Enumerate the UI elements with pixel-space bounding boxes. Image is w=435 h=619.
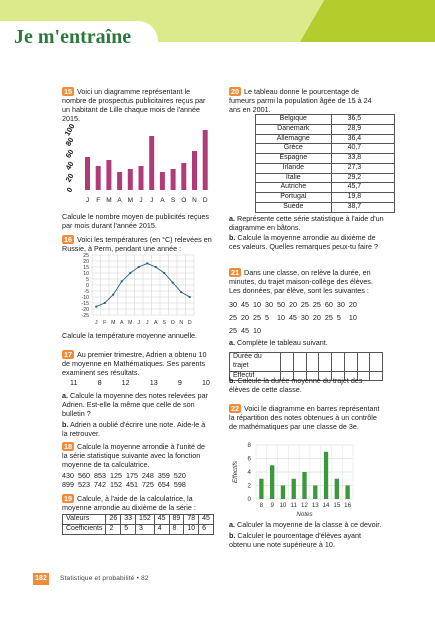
table-row [256,124,395,134]
table-cell: 45 [199,515,214,525]
question-text: Calculer la moyenne de la classe à ce devoir. [237,520,382,529]
x-tick-label: M [127,197,134,204]
country-cell: Portugal [256,193,332,203]
x-tick-label: F [103,320,107,326]
x-tick-label: A [160,197,165,204]
percentage-cell: 27,3 [331,163,394,173]
y-tick-label: 20 [83,259,89,265]
exercise-22 [229,404,384,431]
exercise-16 [62,235,212,253]
exercise-17 [62,350,212,377]
bar [139,166,144,190]
table-cell: 152 [136,515,155,525]
y-tick-label: 6 [247,455,251,463]
table-cell: 3 [136,524,155,534]
exercise-number: 20 [231,87,239,96]
x-tick-label: 11 [290,502,297,509]
data-point [155,266,157,268]
x-tick-label: J [150,197,154,204]
exercise-number: 19 [64,494,72,503]
table-cell: 8 [169,524,184,534]
bar [106,160,111,190]
exercise-16-question [62,331,212,340]
x-tick-label: F [96,197,101,204]
y-tick-label: 0 [64,185,75,194]
x-tick-label: 13 [311,502,319,509]
table-row [256,202,395,212]
bar [160,172,165,190]
table-cell [344,353,357,372]
row-header: Valeurs [63,515,106,525]
country-cell: Danemark [256,124,332,134]
exercise-number: 17 [64,350,72,359]
question-text: Calcule la durée moyenne du trajet des élèves de cette classe. [229,376,363,394]
note-value: 12 [121,378,130,387]
exercise-20-questions [229,214,384,251]
question-text: Calculer le pourcentage d'élèves ayant obtenu une note supérieure à 10. [229,531,362,549]
exercise-number: 18 [64,442,72,451]
x-tick-label: J [137,320,141,326]
percentage-cell: 33,8 [331,154,394,164]
data-point [189,296,191,298]
table-cell: 78 [184,515,199,525]
chart-temperatures [60,253,200,328]
chart-notes [228,441,358,519]
percentage-cell: 36,5 [331,115,394,125]
table-cell: 2 [106,524,121,534]
data-point [112,294,114,296]
question-label: a. [229,338,235,347]
y-tick-label: -10 [81,295,89,301]
table-row [63,524,214,534]
y-tick-label: 5 [86,277,89,283]
exercise-text: Calcule la moyenne arrondie à l'unité de la série statistique suivante avec la fonction moyenne de ta calculatrice. [62,442,206,469]
y-axis-label: Effectifs [232,460,239,484]
exercise-22-questions [229,520,384,549]
table-row [230,353,383,372]
x-tick-label: J [85,197,90,204]
chart-prospectus [60,122,215,212]
data-point [95,306,97,308]
question-text: Calcule la température moyenne annuelle. [62,331,198,340]
y-tick-label: 0 [86,283,89,289]
table-cell: 26 [106,515,121,525]
table-cell [357,353,370,372]
table-smokers [255,114,395,213]
footer-chapter: Statistique et probabilité • 82 [60,575,149,582]
x-tick-label: N [179,320,184,326]
table-cell [370,353,383,372]
data-row: 899 523 742 152 451 725 654 598 [62,480,186,489]
table-row [256,173,395,183]
y-tick-label: 15 [83,265,89,271]
x-tick-label: N [192,197,197,204]
x-tick-label: O [181,197,187,204]
country-cell: Irlande [256,163,332,173]
exercise-text: Voici les températures (en °C) relevées en Russie, à Perm, pendant une année : [62,235,212,253]
note-value: 8 [97,378,102,387]
table-cell: 5 [121,524,136,534]
row-header: Effectif [230,371,281,381]
bar [171,169,176,190]
country-cell: Italie [256,173,332,183]
x-tick-label: 15 [333,502,341,509]
exercise-text: Voici un diagramme représentant le nombre de prospectus publicitaires reçus par un habitant de Lille chaque mois de l'année 2015. [62,87,206,123]
exercise-15-question [62,212,212,230]
data-point [121,280,123,282]
table-cell: 6 [199,524,214,534]
table-row [256,115,395,125]
x-tick-label: S [170,197,176,204]
x-tick-label: D [187,320,192,326]
x-tick-label: 14 [322,502,330,509]
row-header: Durée du trajet [230,353,281,372]
table-cell: 89 [169,515,184,525]
bar [345,486,349,500]
x-tick-label: D [202,197,208,204]
bar [302,472,306,499]
question-text: Complète le tableau suivant. [237,338,328,347]
question-label: b. [62,420,69,429]
x-tick-label: M [128,320,133,326]
table-row [256,183,395,193]
note-value: 9 [177,378,182,387]
data-point [129,272,131,274]
percentage-cell: 36,4 [331,134,394,144]
data-row: 25 45 10 [229,326,261,335]
bar [270,465,274,499]
x-tick-label: 10 [279,502,287,509]
table-row [256,144,395,154]
y-tick-label: 2 [247,482,251,490]
question-text: Adrien a oublié d'écrire une note. Aide-le à la retrouver. [62,420,206,438]
y-tick-label: 60 [63,147,76,160]
x-tick-label: J [145,320,149,326]
x-tick-label: M [111,320,116,326]
table-cell: 10 [184,524,199,534]
bar [85,157,90,190]
bar [259,479,263,499]
exercise-18 [62,442,212,489]
note-value: 10 [201,378,210,387]
y-tick-label: -20 [81,307,89,313]
x-tick-label: A [120,320,124,326]
exercise-number: 16 [64,235,72,244]
table-row [256,154,395,164]
table-row [256,163,395,173]
question-text: Calcule la moyenne des notes relevées par Adrien. Est-elle la même que celle de son bulletin ? [62,391,208,418]
table-cell [306,353,319,372]
question-label: b. [229,376,236,385]
y-tick-label: 40 [63,159,76,172]
table-row [256,193,395,203]
question-label: a. [229,214,235,223]
bar [281,486,285,500]
question-label: a. [229,520,235,529]
exercise-17-questions [62,391,212,438]
y-tick-label: 80 [63,135,76,148]
page-number: 182 [33,573,49,585]
country-cell: Suède [256,202,332,212]
table-cell [319,353,332,372]
exercise-number: 21 [231,268,239,277]
y-tick-label: 100 [62,122,77,138]
question-label: b. [229,233,236,242]
country-cell: Belgique [256,115,332,125]
exercise-21-question-b [229,376,384,394]
bar [203,130,208,190]
question-text: Calcule le nombre moyen de publicités reçues par mois durant l'année 2015. [62,212,210,230]
country-cell: Grèce [256,144,332,154]
x-tick-label: M [106,197,112,204]
note-value: 11 [70,378,78,387]
x-tick-label: J [94,320,98,326]
x-tick-label: 16 [344,502,352,509]
bar [313,486,317,500]
table-row [256,134,395,144]
data-row: 30 45 10 30 50 20 25 25 60 30 20 [229,300,357,309]
exercise-number: 15 [64,87,72,96]
exercise-19 [62,494,212,512]
row-header: Coefficients [63,524,106,534]
notes-list [70,378,210,387]
percentage-cell: 29,2 [331,173,394,183]
data-point [163,272,165,274]
percentage-cell: 45,7 [331,183,394,193]
data-point [172,282,174,284]
question-text: Calcule la moyenne arrondie au dixième de ces valeurs. Quelles remarques peux-tu faire ? [229,233,379,251]
bar [324,452,328,499]
bar [96,166,101,190]
bar [292,479,296,499]
percentage-cell: 38,7 [331,202,394,212]
data-point [146,262,148,264]
exercise-text: Le tableau donne le pourcentage de fumeurs parmi la population âgée de 15 à 24 ans en 2001. [229,87,372,114]
y-tick-label: -5 [84,289,89,295]
data-point [104,302,106,304]
x-tick-label: O [170,320,175,326]
table-values-coefficients [62,514,214,535]
question-text: Représente cette série statistique à l'aide d'un diagramme en bâtons. [229,214,384,232]
table-cell: 4 [154,524,169,534]
bar [335,479,339,499]
country-cell: Allemagne [256,134,332,144]
x-tick-label: 12 [301,502,308,509]
data-point [180,291,182,293]
bar [192,151,197,190]
exercise-20 [229,87,379,114]
percentage-cell: 40,7 [331,144,394,154]
exercise-21 [229,268,384,347]
data-point [138,266,140,268]
exercise-text: Dans une classe, on relève la durée, en minutes, du trajet maison-collège des élèves. Les données, par élève, sont les suivantes : [229,268,373,295]
y-tick-label: -15 [81,301,89,307]
exercise-text: Au premier trimestre, Adrien a obtenu 10 de moyenne en Mathématiques. Ses parents examinent ses résultats. [62,350,207,377]
exercise-text: Calcule, à l'aide de la calculatrice, la moyenne arrondie au dixième de la série : [62,494,196,512]
table-cell [293,353,306,372]
table-cell [281,353,294,372]
y-tick-label: 20 [63,171,76,184]
x-axis-label: Notes [296,511,313,518]
y-tick-label: -25 [81,313,89,319]
x-tick-label: A [117,197,122,204]
y-tick-label: 4 [247,469,251,476]
x-tick-label: 8 [259,502,264,509]
bar [128,169,133,190]
table-cell: 33 [121,515,136,525]
x-tick-label: 9 [270,502,274,509]
page-title: Je m'entraîne [14,26,132,48]
country-cell: Autriche [256,183,332,193]
question-label: b. [229,531,236,540]
percentage-cell: 28,9 [331,124,394,134]
question-label: a. [62,391,68,400]
note-value: 13 [149,378,158,387]
x-tick-label: J [139,197,143,204]
table-cell: 45 [154,515,169,525]
data-row: 430 560 853 125 175 248 359 520 [62,471,186,480]
table-row [63,515,214,525]
bar [117,172,122,190]
exercise-text: Voici le diagramme en barres représentant la répartition des notes obtenues à un contrôle de mathématiques par une classe de 3e. [229,404,380,431]
y-tick-label: 0 [247,496,251,503]
x-tick-label: S [162,320,166,326]
bar [149,136,154,190]
percentage-cell: 19,8 [331,193,394,203]
exercise-15 [62,87,212,123]
y-tick-label: 8 [247,442,251,449]
data-row: 25 20 25 5 10 45 30 20 25 5 10 [229,313,357,322]
exercise-number: 22 [231,404,239,413]
y-tick-label: 10 [83,271,89,277]
bar [181,163,186,190]
table-cell [332,353,345,372]
country-cell: Espagne [256,154,332,164]
x-tick-label: A [154,320,158,326]
y-tick-label: 25 [83,253,89,259]
